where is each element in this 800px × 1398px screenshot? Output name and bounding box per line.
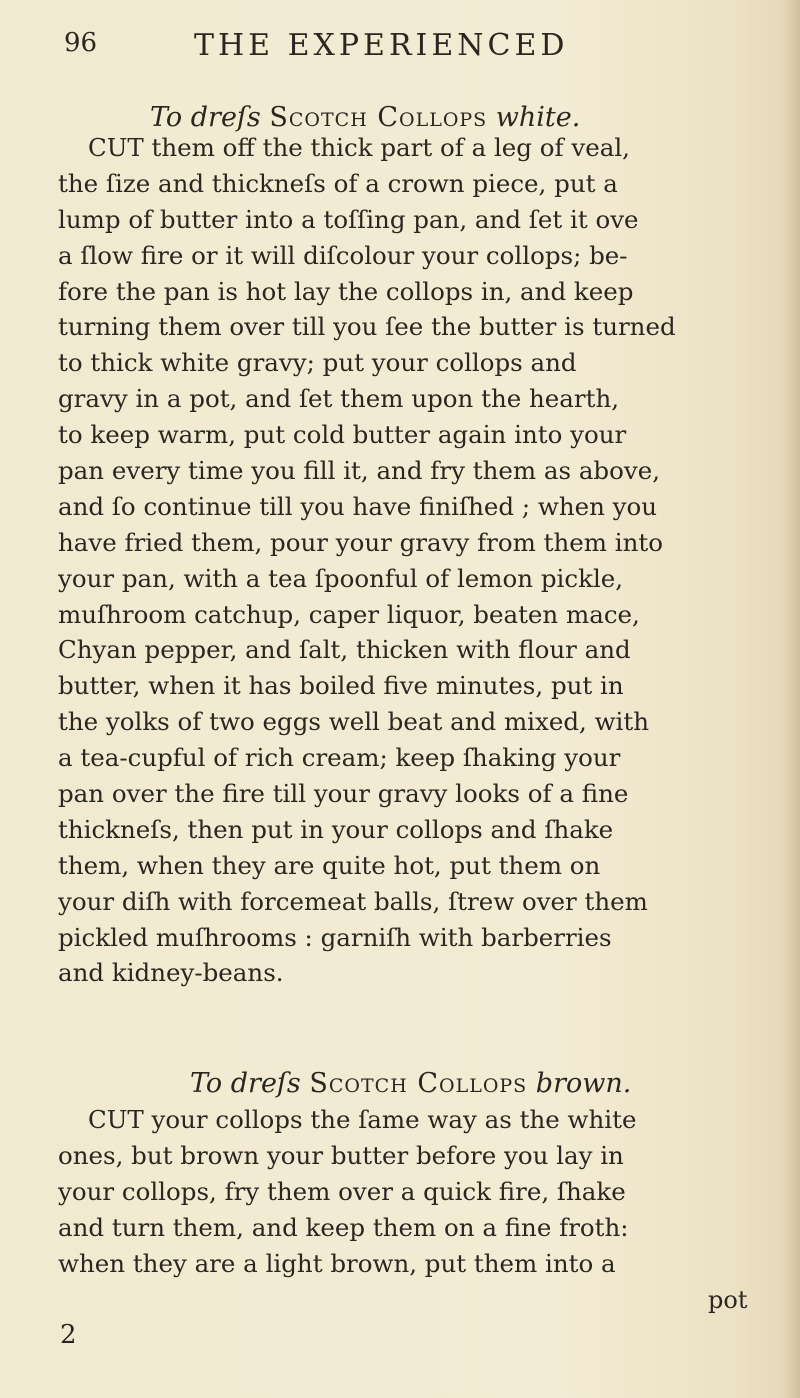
text-line: the ſize and thickneſs of a crown piece, put a (58, 168, 618, 198)
title-small-caps: Scotch Collops (309, 1068, 528, 1099)
text-line: lump of butter into a toſſing pan, and ſet it ove (58, 204, 639, 234)
title-tail: brown. (535, 1068, 632, 1099)
page-header (64, 28, 744, 68)
text-line: CUT them off the thick part of a leg of veal, (88, 133, 630, 162)
text-line: your pan, with a tea ſpoonful of lemon pickle, (58, 563, 624, 593)
text-line: them, when they are quite hot, put them on (58, 850, 601, 880)
text-line: ones, but brown your butter before you lay in (58, 1140, 624, 1170)
text-line: pan every time you fill it, and fry them as above, (58, 456, 660, 486)
text-line: muſhroom catchup, caper liquor, beaten mace, (58, 599, 640, 629)
text-line: and kidney-beans. (58, 958, 284, 988)
page-edge-shadow (782, 0, 800, 1398)
text-line: thickneſs, then put in your collops and ſhake (58, 814, 614, 844)
text-line: when they are a light brown, put them into a (58, 1248, 616, 1278)
signature-mark: 2 (60, 1320, 77, 1350)
text-line: and ſo continue till you have finiſhed ; when you (58, 491, 658, 521)
running-head: THE EXPERIENCED (194, 28, 569, 63)
title-italic: To dreſs (150, 102, 261, 133)
recipe-body-brown (58, 1102, 768, 1281)
title-tail: white. (495, 102, 581, 133)
recipe-title-brown (190, 1068, 790, 1099)
title-small-caps: Scotch Collops (269, 102, 488, 133)
catchword: pot (708, 1286, 748, 1314)
text-line: gravy in a pot, and ſet them upon the hearth, (58, 384, 620, 414)
title-italic: To dreſs (190, 1068, 301, 1099)
text-line: your diſh with forcemeat balls, ſtrew over them (58, 886, 648, 916)
text-line: a tea-cupful of rich cream; keep ſhaking your (58, 743, 621, 773)
text-line: butter, when it has boiled five minutes, put in (58, 671, 624, 701)
text-line: CUT your collops the ſame way as the white (88, 1105, 637, 1134)
page-number: 96 (64, 28, 98, 58)
text-line: Chyan pepper, and ſalt, thicken with flour and (58, 635, 631, 665)
text-line: to thick white gravy; put your collops and (58, 348, 577, 378)
recipe-body-white (58, 130, 768, 991)
text-line: pan over the fire till your gravy looks of a fine (58, 779, 629, 809)
text-line: and turn them, and keep them on a fine froth: (58, 1212, 629, 1242)
text-line: turning them over till you ſee the butter is turned (58, 312, 676, 342)
recipe-title-white (150, 102, 750, 133)
text-line: pickled muſhrooms : garniſh with barberries (58, 922, 612, 952)
text-line: a ſlow fire or it will diſcolour your collops; be- (58, 240, 628, 270)
text-line: have fried them, pour your gravy from them into (58, 527, 663, 557)
text-line: the yolks of two eggs well beat and mixed, with (58, 707, 650, 737)
text-line: to keep warm, put cold butter again into your (58, 420, 627, 450)
text-line: your collops, fry them over a quick fire, ſhake (58, 1176, 626, 1206)
text-line: fore the pan is hot lay the collops in, and keep (58, 276, 634, 306)
